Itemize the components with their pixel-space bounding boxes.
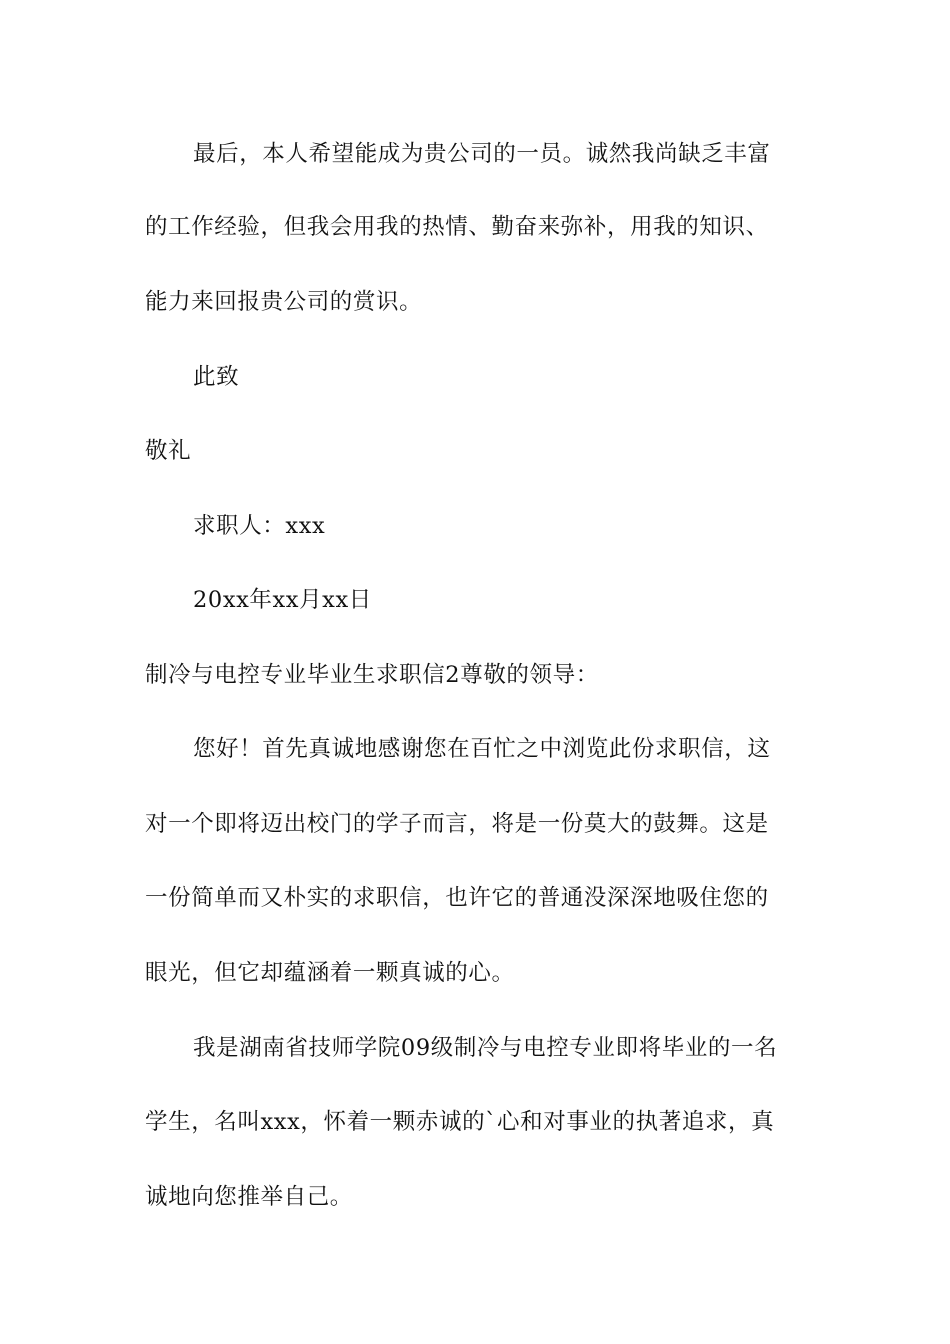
paragraph-closing-line-3: 能力来回报贵公司的赏识。 [145,289,423,315]
paragraph-greeting-line-4: 眼光，但它却蕴涵着一颗真诚的心。 [145,960,515,986]
paragraph-greeting-line-1: 您好！首先真诚地感谢您在百忙之中浏览此份求职信，这 [193,736,771,762]
paragraph-intro-line-3: 诚地向您推举自己。 [145,1184,353,1210]
applicant-signature: 求职人：xxx [193,513,326,539]
paragraph-intro-line-1: 我是湖南省技师学院09级制冷与电控专业即将毕业的一名 [193,1035,778,1061]
paragraph-greeting-line-2: 对一个即将迈出校门的学子而言，将是一份莫大的鼓舞。这是 [145,811,769,837]
salutation-jingli: 敬礼 [145,438,192,464]
paragraph-closing-line-2: 的工作经验，但我会用我的热情、勤奋来弥补，用我的知识、 [145,214,769,240]
letter-2-heading: 制冷与电控专业毕业生求职信2尊敬的领导： [145,662,599,688]
salutation-cizhi: 此致 [193,364,240,390]
paragraph-intro-line-2: 学生，名叫xxx，怀着一颗赤诚的`心和对事业的执著追求，真 [145,1109,775,1135]
letter-date: 20xx年xx月xx日 [193,587,372,613]
paragraph-closing-line-1: 最后，本人希望能成为贵公司的一员。诚然我尚缺乏丰富 [193,141,771,167]
paragraph-greeting-line-3: 一份简单而又朴实的求职信，也许它的普通没深深地吸住您的 [145,885,769,911]
